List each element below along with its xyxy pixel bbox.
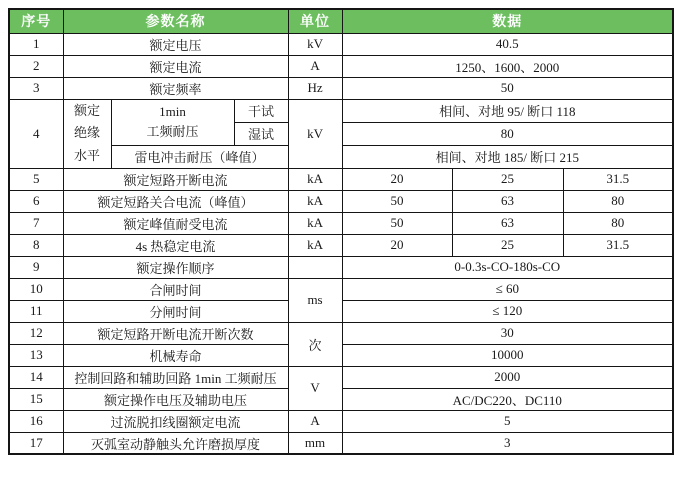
row-4-no: 4 — [9, 99, 63, 168]
row-4-impulse-label: 雷电冲击耐压（峰值） — [111, 145, 288, 168]
power-freq-label-line2: 工频耐压 — [146, 124, 199, 140]
row-9-data: 0-0.3s-CO-180s-CO — [342, 256, 673, 278]
table-row — [9, 212, 673, 234]
row-7-name: 额定峰值耐受电流 — [63, 212, 288, 234]
table-row — [9, 322, 673, 344]
row-10-name: 合闸时间 — [63, 278, 288, 300]
row-6-data-1: 50 — [342, 190, 452, 212]
row-9-no: 9 — [9, 256, 63, 278]
row-7-data-1: 50 — [342, 212, 452, 234]
row-10-data: ≤ 60 — [342, 278, 673, 300]
row-1-data: 40.5 — [342, 33, 673, 55]
row-5-data-2: 25 — [452, 168, 563, 190]
row-17-data: 3 — [342, 432, 673, 454]
row-14-no: 14 — [9, 366, 63, 388]
col-header-unit: 单位 — [288, 9, 342, 33]
row-1-name: 额定电压 — [63, 33, 288, 55]
row-3-unit: Hz — [288, 77, 342, 99]
row-2-unit: A — [288, 55, 342, 77]
row-9-unit-empty — [288, 256, 342, 278]
row-15-name: 额定操作电压及辅助电压 — [63, 388, 288, 410]
table-row — [9, 366, 673, 388]
row-12-13-unit: 次 — [288, 322, 342, 366]
row-6-no: 6 — [9, 190, 63, 212]
power-freq-label-line1: 1min — [159, 103, 186, 119]
row-4-unit: kV — [288, 99, 342, 168]
row-14-name: 控制回路和辅助回路 1min 工频耐压 — [63, 366, 288, 388]
col-header-data: 数据 — [342, 9, 673, 33]
table-row — [9, 77, 673, 99]
row-12-data: 30 — [342, 322, 673, 344]
row-1-unit: kV — [288, 33, 342, 55]
table-row — [9, 256, 673, 278]
row-16-unit: A — [288, 410, 342, 432]
row-4-dry-data: 相间、对地 95/ 断口 118 — [342, 99, 673, 122]
table-row — [9, 190, 673, 212]
row-5-unit: kA — [288, 168, 342, 190]
row-12-no: 12 — [9, 322, 63, 344]
spec-table — [8, 8, 674, 455]
table-header-row — [9, 9, 673, 33]
table-row — [9, 168, 673, 190]
row-6-name: 额定短路关合电流（峰值） — [63, 190, 288, 212]
row-17-name: 灭弧室动静触头允许磨损厚度 — [63, 432, 288, 454]
row-12-name: 额定短路开断电流开断次数 — [63, 322, 288, 344]
row-5-name: 额定短路开断电流 — [63, 168, 288, 190]
row-7-data-2: 63 — [452, 212, 563, 234]
row-10-no: 10 — [9, 278, 63, 300]
row-4-group-label — [63, 99, 111, 168]
row-14-data: 2000 — [342, 366, 673, 388]
row-3-data: 50 — [342, 77, 673, 99]
row-8-name: 4s 热稳定电流 — [63, 234, 288, 256]
row-4-dry-test-label: 干试 — [234, 99, 288, 122]
row-13-no: 13 — [9, 344, 63, 366]
row-10-11-unit: ms — [288, 278, 342, 322]
row-11-name: 分闸时间 — [63, 300, 288, 322]
col-header-no: 序号 — [9, 9, 63, 33]
row-2-name: 额定电流 — [63, 55, 288, 77]
table-row — [9, 33, 673, 55]
row-7-data-3: 80 — [563, 212, 673, 234]
row-16-data: 5 — [342, 410, 673, 432]
row-6-unit: kA — [288, 190, 342, 212]
row-16-no: 16 — [9, 410, 63, 432]
row-5-data-3: 31.5 — [563, 168, 673, 190]
row-14-15-unit: V — [288, 366, 342, 410]
table-row — [9, 432, 673, 454]
row-2-data: 1250、1600、2000 — [342, 55, 673, 77]
row-4-power-freq-label — [111, 99, 234, 145]
table-row — [9, 55, 673, 77]
row-7-no: 7 — [9, 212, 63, 234]
row-17-unit: mm — [288, 432, 342, 454]
table-row — [9, 234, 673, 256]
table-row — [9, 278, 673, 300]
table-row — [9, 410, 673, 432]
row-3-no: 3 — [9, 77, 63, 99]
row-5-no: 5 — [9, 168, 63, 190]
row-2-no: 2 — [9, 55, 63, 77]
row-16-name: 过流脱扣线圈额定电流 — [63, 410, 288, 432]
row-13-name: 机械寿命 — [63, 344, 288, 366]
insulation-level-label: 额定绝缘水平 — [74, 102, 101, 163]
table-row-insulation-dry — [9, 99, 673, 122]
row-8-unit: kA — [288, 234, 342, 256]
col-header-name: 参数名称 — [63, 9, 288, 33]
row-11-no: 11 — [9, 300, 63, 322]
row-5-data-1: 20 — [342, 168, 452, 190]
row-8-no: 8 — [9, 234, 63, 256]
row-8-data-2: 25 — [452, 234, 563, 256]
row-6-data-2: 63 — [452, 190, 563, 212]
row-4-wet-data: 80 — [342, 122, 673, 145]
row-6-data-3: 80 — [563, 190, 673, 212]
row-1-no: 1 — [9, 33, 63, 55]
row-8-data-1: 20 — [342, 234, 452, 256]
row-4-wet-test-label: 湿试 — [234, 122, 288, 145]
row-7-unit: kA — [288, 212, 342, 234]
row-8-data-3: 31.5 — [563, 234, 673, 256]
row-11-data: ≤ 120 — [342, 300, 673, 322]
row-15-data: AC/DC220、DC110 — [342, 388, 673, 410]
row-15-no: 15 — [9, 388, 63, 410]
row-13-data: 10000 — [342, 344, 673, 366]
row-3-name: 额定频率 — [63, 77, 288, 99]
row-4-impulse-data: 相间、对地 185/ 断口 215 — [342, 145, 673, 168]
row-9-name: 额定操作顺序 — [63, 256, 288, 278]
row-17-no: 17 — [9, 432, 63, 454]
